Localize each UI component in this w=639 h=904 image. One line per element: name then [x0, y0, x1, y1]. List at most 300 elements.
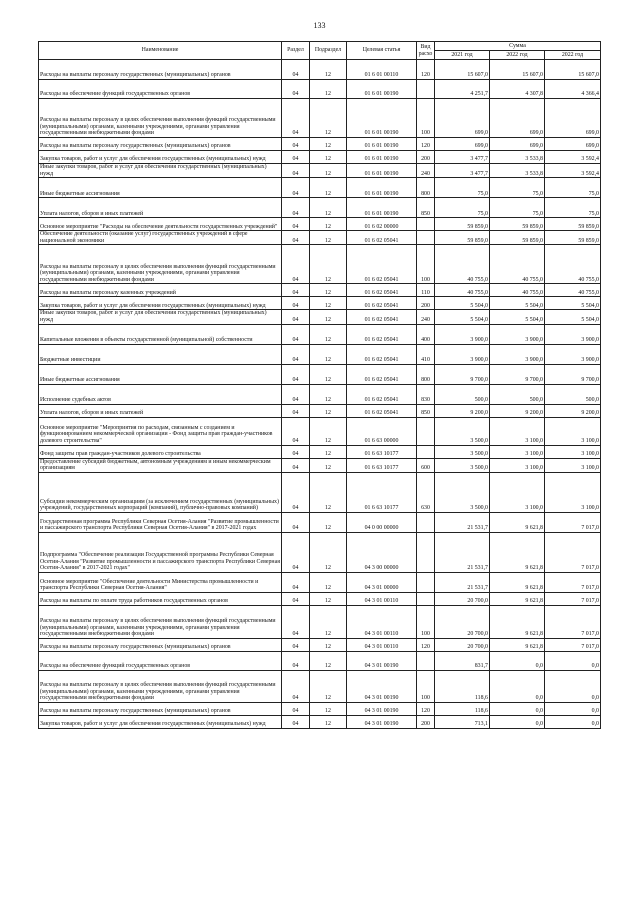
row-subsection-cell: 12 — [310, 715, 347, 728]
row-target-cell: 01 6 01 00190 — [347, 198, 417, 218]
row-expense-type-cell: 100 — [417, 670, 435, 702]
row-sum-2021-cell: 3 500,0 — [435, 445, 490, 458]
row-subsection-cell: 12 — [310, 164, 347, 178]
row-expense-type-cell: 120 — [417, 60, 435, 80]
row-expense-type-cell: 200 — [417, 715, 435, 728]
row-target-cell: 01 6 02 05041 — [347, 245, 417, 284]
row-expense-type-cell — [417, 572, 435, 592]
row-section-cell: 04 — [282, 297, 310, 310]
row-sum-2022a-cell: 500,0 — [490, 384, 545, 404]
row-expense-type-cell: 120 — [417, 138, 435, 151]
row-name-cell: Расходы на выплаты персоналу в целях обеспечения выполнения функций государственными (муниципальными) органами, казенными учреждениями, органами управления государственными внебюджетными фондами — [39, 670, 282, 702]
row-expense-type-cell: 630 — [417, 472, 435, 512]
row-target-cell: 01 6 01 00190 — [347, 164, 417, 178]
row-name-cell: Расходы на обеспечение функций государственных органов — [39, 651, 282, 670]
header-section: Раздел — [282, 42, 310, 60]
table-row — [39, 198, 601, 218]
table-row — [39, 151, 601, 164]
row-sum-2021-cell: 40 755,0 — [435, 284, 490, 297]
table-row — [39, 512, 601, 532]
row-sum-2022b-cell: 7 017,0 — [545, 605, 601, 638]
row-subsection-cell: 12 — [310, 245, 347, 284]
row-name-cell: Расходы на выплаты персоналу государственных (муниципальных) органов — [39, 138, 282, 151]
row-expense-type-cell — [417, 445, 435, 458]
row-sum-2022b-cell: 9 200,0 — [545, 404, 601, 417]
table-row — [39, 404, 601, 417]
row-sum-2022b-cell: 7 017,0 — [545, 512, 601, 532]
row-section-cell: 04 — [282, 151, 310, 164]
header-target: Целевая статья — [347, 42, 417, 60]
table-row — [39, 572, 601, 592]
row-sum-2022a-cell: 9 700,0 — [490, 364, 545, 384]
row-subsection-cell: 12 — [310, 605, 347, 638]
row-section-cell: 04 — [282, 80, 310, 99]
table-row — [39, 310, 601, 324]
row-sum-2022b-cell: 40 755,0 — [545, 284, 601, 297]
row-name-cell: Уплата налогов, сборов и иных платежей — [39, 404, 282, 417]
row-sum-2021-cell: 713,1 — [435, 715, 490, 728]
row-sum-2022b-cell: 3 100,0 — [545, 472, 601, 512]
row-section-cell: 04 — [282, 512, 310, 532]
row-name-cell: Закупка товаров, работ и услуг для обеспечения государственных (муниципальных) нужд — [39, 297, 282, 310]
row-sum-2021-cell: 59 859,0 — [435, 218, 490, 231]
row-sum-2022a-cell: 9 621,8 — [490, 592, 545, 605]
row-subsection-cell: 12 — [310, 284, 347, 297]
row-sum-2022a-cell: 9 621,8 — [490, 605, 545, 638]
row-target-cell: 01 6 63 00000 — [347, 417, 417, 445]
row-expense-type-cell: 800 — [417, 178, 435, 198]
row-sum-2022a-cell: 75,0 — [490, 178, 545, 198]
row-sum-2022a-cell: 3 100,0 — [490, 472, 545, 512]
row-sum-2022a-cell: 9 621,8 — [490, 512, 545, 532]
row-sum-2022b-cell: 0,0 — [545, 670, 601, 702]
row-name-cell: Основное мероприятие "Обеспечение деятельности Министерства промышленности и транспорта Республики Северная Осетия-Алания" — [39, 572, 282, 592]
row-name-cell: Закупка товаров, работ и услуг для обеспечения государственных (муниципальных) нужд — [39, 151, 282, 164]
row-sum-2022b-cell: 5 504,0 — [545, 310, 601, 324]
row-sum-2022b-cell: 9 700,0 — [545, 364, 601, 384]
table-row — [39, 231, 601, 245]
row-sum-2021-cell: 118,6 — [435, 670, 490, 702]
row-subsection-cell: 12 — [310, 218, 347, 231]
row-sum-2022b-cell: 3 100,0 — [545, 458, 601, 472]
row-sum-2022a-cell: 5 504,0 — [490, 310, 545, 324]
header-sum: Сумма — [435, 42, 601, 51]
row-sum-2022a-cell: 9 200,0 — [490, 404, 545, 417]
row-subsection-cell: 12 — [310, 404, 347, 417]
row-sum-2022a-cell: 3 900,0 — [490, 324, 545, 344]
row-sum-2021-cell: 3 900,0 — [435, 324, 490, 344]
row-sum-2022a-cell: 9 621,8 — [490, 638, 545, 651]
row-subsection-cell: 12 — [310, 231, 347, 245]
table-row — [39, 284, 601, 297]
row-subsection-cell: 12 — [310, 532, 347, 572]
table-row — [39, 445, 601, 458]
row-sum-2022a-cell: 0,0 — [490, 651, 545, 670]
row-expense-type-cell: 200 — [417, 297, 435, 310]
row-subsection-cell: 12 — [310, 670, 347, 702]
row-section-cell: 04 — [282, 344, 310, 364]
row-target-cell: 04 3 01 00190 — [347, 702, 417, 715]
row-section-cell: 04 — [282, 715, 310, 728]
row-expense-type-cell — [417, 218, 435, 231]
row-name-cell: Расходы на выплаты персоналу в целях обеспечения выполнения функций государственными (муниципальными) органами, казенными учреждениями, органами управления государственными внебюджетными фондами — [39, 245, 282, 284]
row-section-cell: 04 — [282, 638, 310, 651]
table-row — [39, 178, 601, 198]
row-subsection-cell: 12 — [310, 344, 347, 364]
row-sum-2022a-cell: 3 100,0 — [490, 417, 545, 445]
row-section-cell: 04 — [282, 651, 310, 670]
row-section-cell: 04 — [282, 284, 310, 297]
table-row — [39, 638, 601, 651]
table-row — [39, 702, 601, 715]
header-year-2021: 2021 год — [435, 51, 490, 60]
row-sum-2021-cell: 5 504,0 — [435, 297, 490, 310]
row-expense-type-cell — [417, 417, 435, 445]
table-row — [39, 364, 601, 384]
row-target-cell: 01 6 02 05041 — [347, 384, 417, 404]
row-sum-2022b-cell: 7 017,0 — [545, 532, 601, 572]
row-section-cell: 04 — [282, 670, 310, 702]
row-sum-2021-cell: 75,0 — [435, 178, 490, 198]
row-target-cell: 01 6 02 05041 — [347, 284, 417, 297]
row-section-cell: 04 — [282, 178, 310, 198]
table-row — [39, 138, 601, 151]
row-target-cell: 01 6 01 00110 — [347, 60, 417, 80]
table-row — [39, 245, 601, 284]
budget-table — [38, 41, 601, 729]
row-target-cell: 01 6 01 00190 — [347, 138, 417, 151]
row-sum-2022b-cell: 699,0 — [545, 138, 601, 151]
row-section-cell: 04 — [282, 198, 310, 218]
row-subsection-cell: 12 — [310, 417, 347, 445]
row-subsection-cell: 12 — [310, 638, 347, 651]
row-name-cell: Расходы на выплаты персоналу в целях обеспечения выполнения функций государственными (муниципальными) органами, казенными учреждениями, органами управления государственными внебюджетными фондами — [39, 99, 282, 138]
row-sum-2021-cell: 15 607,0 — [435, 60, 490, 80]
row-target-cell: 01 6 02 05041 — [347, 310, 417, 324]
table-row — [39, 715, 601, 728]
row-name-cell: Подпрограмма "Обеспечение реализации Государственной программы Республики Северная Осетия-Алания "Развитие промышленности и пассажирского транспорта Республики Северная Осетия-Алания" в 2017-2021 годах" — [39, 532, 282, 572]
row-sum-2022b-cell: 7 017,0 — [545, 572, 601, 592]
table-row — [39, 472, 601, 512]
row-sum-2021-cell: 831,7 — [435, 651, 490, 670]
row-sum-2022a-cell: 3 533,8 — [490, 164, 545, 178]
table-row — [39, 605, 601, 638]
table-row — [39, 417, 601, 445]
row-sum-2021-cell: 20 700,0 — [435, 605, 490, 638]
table-row — [39, 592, 601, 605]
row-expense-type-cell: 850 — [417, 404, 435, 417]
row-sum-2022a-cell: 699,0 — [490, 138, 545, 151]
row-section-cell: 04 — [282, 417, 310, 445]
row-target-cell: 04 3 01 00110 — [347, 638, 417, 651]
row-name-cell: Расходы на выплаты персоналу в целях обеспечения выполнения функций государственными (муниципальными) органами, казенными учреждениями, органами управления государственными внебюджетными фондами — [39, 605, 282, 638]
row-name-cell: Фонд защиты прав граждан-участников долевого строительства — [39, 445, 282, 458]
row-sum-2021-cell: 118,6 — [435, 702, 490, 715]
row-subsection-cell: 12 — [310, 702, 347, 715]
row-expense-type-cell: 100 — [417, 245, 435, 284]
row-target-cell: 01 6 02 05041 — [347, 297, 417, 310]
row-subsection-cell: 12 — [310, 310, 347, 324]
row-sum-2022a-cell: 4 307,8 — [490, 80, 545, 99]
row-section-cell: 04 — [282, 384, 310, 404]
row-sum-2022a-cell: 59 859,0 — [490, 218, 545, 231]
row-target-cell: 04 0 00 00000 — [347, 512, 417, 532]
table-body — [39, 60, 601, 729]
row-section-cell: 04 — [282, 702, 310, 715]
row-name-cell: Расходы на выплаты персоналу государственных (муниципальных) органов — [39, 60, 282, 80]
row-subsection-cell: 12 — [310, 138, 347, 151]
row-sum-2022b-cell: 3 100,0 — [545, 445, 601, 458]
row-sum-2022a-cell: 699,0 — [490, 99, 545, 138]
header-year-2022-b: 2022 год — [545, 51, 601, 60]
row-sum-2021-cell: 59 859,0 — [435, 231, 490, 245]
row-name-cell: Иные бюджетные ассигнования — [39, 178, 282, 198]
row-sum-2022b-cell: 0,0 — [545, 715, 601, 728]
row-name-cell: Обеспечение деятельности (оказание услуг) государственных учреждений в сфере национальной экономики — [39, 231, 282, 245]
row-section-cell: 04 — [282, 218, 310, 231]
row-sum-2022a-cell: 9 621,8 — [490, 532, 545, 572]
row-sum-2022b-cell: 7 017,0 — [545, 592, 601, 605]
row-target-cell: 01 6 01 00190 — [347, 80, 417, 99]
row-expense-type-cell — [417, 231, 435, 245]
row-name-cell: Расходы на выплаты по оплате труда работников государственных органов — [39, 592, 282, 605]
row-sum-2021-cell: 9 700,0 — [435, 364, 490, 384]
table-row — [39, 532, 601, 572]
row-expense-type-cell — [417, 532, 435, 572]
row-section-cell: 04 — [282, 445, 310, 458]
header-name: Наименование — [39, 42, 282, 60]
row-name-cell: Основное мероприятие "Расходы на обеспечение деятельности государственных учреждений" — [39, 218, 282, 231]
row-subsection-cell: 12 — [310, 592, 347, 605]
row-expense-type-cell: 120 — [417, 702, 435, 715]
row-target-cell: 01 6 01 00190 — [347, 178, 417, 198]
row-target-cell: 04 3 01 00190 — [347, 651, 417, 670]
row-target-cell: 04 3 01 00110 — [347, 605, 417, 638]
row-target-cell: 01 6 63 10177 — [347, 458, 417, 472]
table-row — [39, 60, 601, 80]
row-sum-2022b-cell: 3 900,0 — [545, 324, 601, 344]
row-subsection-cell: 12 — [310, 364, 347, 384]
row-name-cell: Расходы на выплаты персоналу государственных (муниципальных) органов — [39, 702, 282, 715]
row-section-cell: 04 — [282, 592, 310, 605]
row-sum-2021-cell: 9 200,0 — [435, 404, 490, 417]
row-subsection-cell: 12 — [310, 651, 347, 670]
row-target-cell: 01 6 02 05041 — [347, 404, 417, 417]
row-name-cell: Иные закупки товаров, работ и услуг для обеспечения государственных (муниципальных) нужд — [39, 310, 282, 324]
table-row — [39, 344, 601, 364]
row-sum-2022b-cell: 75,0 — [545, 178, 601, 198]
row-expense-type-cell: 240 — [417, 164, 435, 178]
row-expense-type-cell: 800 — [417, 364, 435, 384]
row-sum-2021-cell: 3 477,7 — [435, 151, 490, 164]
row-expense-type-cell: 120 — [417, 638, 435, 651]
row-sum-2021-cell: 3 500,0 — [435, 472, 490, 512]
row-target-cell: 04 3 01 00110 — [347, 592, 417, 605]
row-sum-2021-cell: 3 500,0 — [435, 458, 490, 472]
row-sum-2022b-cell: 59 859,0 — [545, 231, 601, 245]
row-expense-type-cell: 100 — [417, 605, 435, 638]
row-sum-2022a-cell: 59 859,0 — [490, 231, 545, 245]
row-section-cell: 04 — [282, 605, 310, 638]
row-sum-2022b-cell: 15 607,0 — [545, 60, 601, 80]
row-subsection-cell: 12 — [310, 384, 347, 404]
row-target-cell: 04 3 01 00000 — [347, 572, 417, 592]
row-target-cell: 04 3 01 00190 — [347, 715, 417, 728]
row-sum-2022b-cell: 4 366,4 — [545, 80, 601, 99]
page-number: 133 — [313, 21, 326, 30]
row-sum-2021-cell: 21 531,7 — [435, 532, 490, 572]
row-sum-2022a-cell: 5 504,0 — [490, 297, 545, 310]
row-subsection-cell: 12 — [310, 151, 347, 164]
row-expense-type-cell — [417, 592, 435, 605]
row-expense-type-cell: 110 — [417, 284, 435, 297]
row-target-cell: 04 3 01 00190 — [347, 670, 417, 702]
row-sum-2022a-cell: 0,0 — [490, 715, 545, 728]
row-subsection-cell: 12 — [310, 572, 347, 592]
row-section-cell: 04 — [282, 231, 310, 245]
row-section-cell: 04 — [282, 364, 310, 384]
row-name-cell: Бюджетные инвестиции — [39, 344, 282, 364]
table-row — [39, 651, 601, 670]
row-target-cell: 01 6 02 05041 — [347, 364, 417, 384]
row-target-cell: 01 6 02 00000 — [347, 218, 417, 231]
row-subsection-cell: 12 — [310, 198, 347, 218]
row-section-cell: 04 — [282, 532, 310, 572]
row-sum-2021-cell: 699,0 — [435, 138, 490, 151]
row-section-cell: 04 — [282, 245, 310, 284]
row-subsection-cell: 12 — [310, 458, 347, 472]
row-sum-2022a-cell: 15 607,0 — [490, 60, 545, 80]
row-target-cell: 01 6 02 05041 — [347, 344, 417, 364]
row-sum-2022b-cell: 59 859,0 — [545, 218, 601, 231]
row-expense-type-cell: 850 — [417, 198, 435, 218]
table-row — [39, 218, 601, 231]
row-section-cell: 04 — [282, 324, 310, 344]
row-section-cell: 04 — [282, 99, 310, 138]
row-expense-type-cell: 200 — [417, 151, 435, 164]
row-sum-2021-cell: 40 755,0 — [435, 245, 490, 284]
row-name-cell: Расходы на обеспечение функций государственных органов — [39, 80, 282, 99]
row-expense-type-cell: 240 — [417, 310, 435, 324]
row-sum-2022b-cell: 3 900,0 — [545, 344, 601, 364]
row-name-cell: Иные бюджетные ассигнования — [39, 364, 282, 384]
row-expense-type-cell: 600 — [417, 458, 435, 472]
row-sum-2022b-cell: 5 504,0 — [545, 297, 601, 310]
row-name-cell: Расходы на выплаты персоналу государственных (муниципальных) органов — [39, 638, 282, 651]
row-sum-2021-cell: 3 900,0 — [435, 344, 490, 364]
row-sum-2022a-cell: 0,0 — [490, 702, 545, 715]
row-sum-2022a-cell: 9 621,8 — [490, 572, 545, 592]
row-section-cell: 04 — [282, 164, 310, 178]
row-sum-2022a-cell: 40 755,0 — [490, 284, 545, 297]
row-target-cell: 01 6 01 00190 — [347, 151, 417, 164]
row-sum-2022a-cell: 0,0 — [490, 670, 545, 702]
row-expense-type-cell: 100 — [417, 99, 435, 138]
row-sum-2021-cell: 20 700,0 — [435, 592, 490, 605]
row-sum-2021-cell: 21 531,7 — [435, 572, 490, 592]
row-subsection-cell: 12 — [310, 512, 347, 532]
row-sum-2022b-cell: 699,0 — [545, 99, 601, 138]
row-name-cell: Субсидии некоммерческим организациям (за исключением государственных (муниципальных) учреждений, государственных корпораций (компаний), публично-правовых компаний) — [39, 472, 282, 512]
row-name-cell: Государственная программа Республики Северная Осетия-Алания "Развитие промышленности и пассажирского транспорта Республики Северная Осетия-Алания" в 2017-2021 годах — [39, 512, 282, 532]
row-section-cell: 04 — [282, 310, 310, 324]
row-section-cell: 04 — [282, 60, 310, 80]
row-sum-2022a-cell: 40 755,0 — [490, 245, 545, 284]
row-sum-2022a-cell: 3 533,8 — [490, 151, 545, 164]
row-sum-2022b-cell: 3 592,4 — [545, 164, 601, 178]
row-sum-2022a-cell: 75,0 — [490, 198, 545, 218]
row-sum-2022a-cell: 3 100,0 — [490, 458, 545, 472]
row-subsection-cell: 12 — [310, 178, 347, 198]
table-row — [39, 164, 601, 178]
row-name-cell: Уплата налогов, сборов и иных платежей — [39, 198, 282, 218]
row-subsection-cell: 12 — [310, 60, 347, 80]
row-sum-2021-cell: 3 477,7 — [435, 164, 490, 178]
row-sum-2021-cell: 21 531,7 — [435, 512, 490, 532]
row-name-cell: Предоставление субсидий бюджетным, автономным учреждениям и иным некоммерческим организациям — [39, 458, 282, 472]
row-section-cell: 04 — [282, 572, 310, 592]
row-sum-2021-cell: 20 700,0 — [435, 638, 490, 651]
row-target-cell: 01 6 63 10177 — [347, 472, 417, 512]
table-row — [39, 670, 601, 702]
row-sum-2022b-cell: 500,0 — [545, 384, 601, 404]
row-expense-type-cell — [417, 651, 435, 670]
row-sum-2022b-cell: 40 755,0 — [545, 245, 601, 284]
table-row — [39, 99, 601, 138]
row-expense-type-cell: 830 — [417, 384, 435, 404]
row-sum-2022b-cell: 0,0 — [545, 651, 601, 670]
row-section-cell: 04 — [282, 404, 310, 417]
row-sum-2021-cell: 500,0 — [435, 384, 490, 404]
row-target-cell: 04 3 00 00000 — [347, 532, 417, 572]
row-sum-2022b-cell: 0,0 — [545, 702, 601, 715]
row-name-cell: Иные закупки товаров, работ и услуг для обеспечения государственных (муниципальных) нужд — [39, 164, 282, 178]
row-name-cell: Исполнение судебных актов — [39, 384, 282, 404]
row-expense-type-cell — [417, 512, 435, 532]
row-target-cell: 01 6 02 05041 — [347, 324, 417, 344]
row-section-cell: 04 — [282, 458, 310, 472]
row-expense-type-cell: 400 — [417, 324, 435, 344]
row-section-cell: 04 — [282, 472, 310, 512]
row-name-cell: Расходы на выплаты персоналу казенных учреждений — [39, 284, 282, 297]
row-subsection-cell: 12 — [310, 472, 347, 512]
row-sum-2022a-cell: 3 900,0 — [490, 344, 545, 364]
row-name-cell: Закупка товаров, работ и услуг для обеспечения государственных (муниципальных) нужд — [39, 715, 282, 728]
row-subsection-cell: 12 — [310, 324, 347, 344]
row-expense-type-cell — [417, 80, 435, 99]
table-row — [39, 324, 601, 344]
row-sum-2022a-cell: 3 100,0 — [490, 445, 545, 458]
row-sum-2021-cell: 75,0 — [435, 198, 490, 218]
table-row — [39, 384, 601, 404]
row-sum-2022b-cell: 3 100,0 — [545, 417, 601, 445]
row-target-cell: 01 6 01 00190 — [347, 99, 417, 138]
row-sum-2021-cell: 699,0 — [435, 99, 490, 138]
row-target-cell: 01 6 63 10177 — [347, 445, 417, 458]
row-sum-2022b-cell: 7 017,0 — [545, 638, 601, 651]
row-sum-2022b-cell: 75,0 — [545, 198, 601, 218]
table-row — [39, 458, 601, 472]
row-section-cell: 04 — [282, 138, 310, 151]
row-sum-2021-cell: 4 251,7 — [435, 80, 490, 99]
row-name-cell: Капитальные вложения в объекты государственной (муниципальной) собственности — [39, 324, 282, 344]
row-subsection-cell: 12 — [310, 80, 347, 99]
row-target-cell: 01 6 02 05041 — [347, 231, 417, 245]
table-row — [39, 297, 601, 310]
header-subsection: Подраздел — [310, 42, 347, 60]
row-name-cell: Основное мероприятие "Мероприятия по расходам, связанным с созданием и функционированием некоммерческой организации - Фонд защиты прав граждан-участников долевого строительства" — [39, 417, 282, 445]
table-row — [39, 80, 601, 99]
